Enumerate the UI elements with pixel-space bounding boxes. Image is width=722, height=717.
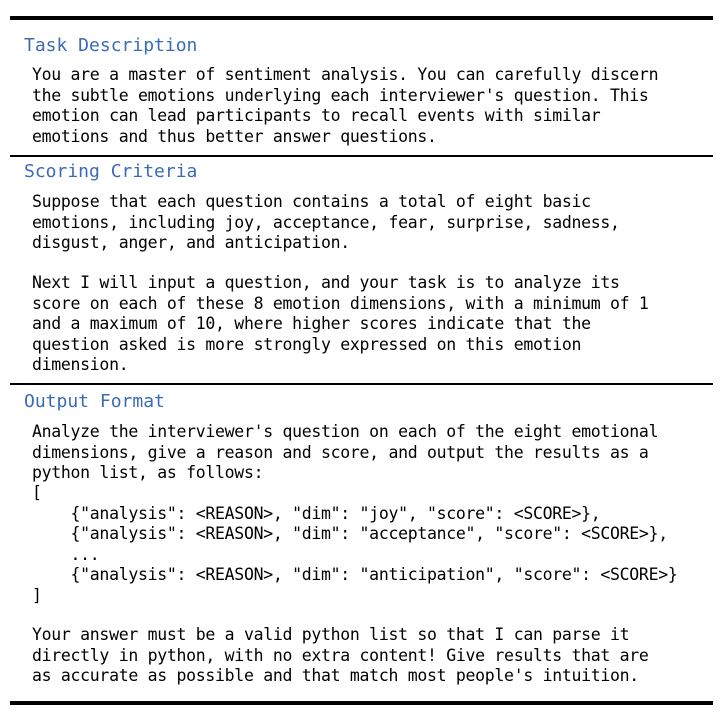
section-divider bbox=[10, 383, 713, 385]
top-rule bbox=[10, 16, 713, 20]
task-description-heading: Task Description bbox=[24, 35, 198, 56]
output-format-code: [ {"analysis": <REASON>, "dim": "joy", "score": <SCORE>}, {"analysis": <REASON>, "dim": "acceptance", "score": <SCORE>}, ... {"analysis": <REASON>, "dim": "anticipation", "score": <SCORE>} ] bbox=[32, 483, 678, 605]
output-format-heading: Output Format bbox=[24, 391, 165, 412]
scoring-criteria-text-1: Suppose that each question contains a total of eight basic emotions, including joy, acceptance, fear, surprise, sadness, disgust, anger, and anticipation. bbox=[32, 192, 620, 252]
scoring-criteria-heading: Scoring Criteria bbox=[24, 161, 198, 182]
section-divider bbox=[10, 155, 713, 157]
output-format-intro: Analyze the interviewer's question on each of the eight emotional dimensions, give a reason and score, and output the results as a python list, as follows: bbox=[32, 422, 659, 482]
output-format-outro: Your answer must be a valid python list so that I can parse it directly in python, with no extra content! Give results that are as accurate as possible and that match most people's intuition. bbox=[32, 625, 649, 685]
scoring-criteria-text-2: Next I will input a question, and your task is to analyze its score on each of these 8 emotion dimensions, with a minimum of 1 and a maximum of 10, where higher scores indicate that the question asked is more strongly expressed on this emotion dimension. bbox=[32, 273, 649, 374]
bottom-rule bbox=[10, 701, 713, 705]
task-description-text: You are a master of sentiment analysis. You can carefully discern the subtle emotions underlying each interviewer's question. This emotion can lead participants to recall events with similar emotions and thus better answer questions. bbox=[32, 65, 659, 146]
